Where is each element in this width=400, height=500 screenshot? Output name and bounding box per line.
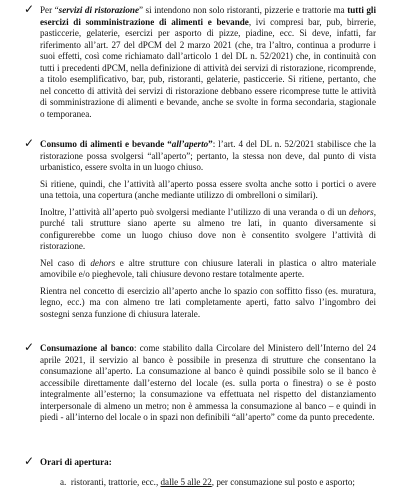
text-fragment: ” <box>208 139 213 149</box>
heading-consumazione-banco: Consumazione al banco <box>40 343 134 353</box>
text-fragment: ristoranti, trattorie, ecc., <box>70 477 161 487</box>
checkmark-icon: ✓ <box>24 2 35 16</box>
paragraph-portici <box>40 179 376 202</box>
text-fragment: , ivi compresi bar, pub, birrerie, pasticcerie, gelaterie, esercizi per asporto di pizze, piadine, ecc. Si deve, infatti, far riferimento all’art. 27 del dPCM del 2 marzo 2021 (che, tra l’altro, continua a produrre i suoi effetti, così come richiamato dall’articolo 1 del DL n. 52/2021) che, in continuità con tutti i precedenti dPCM, nella definizione di attività dei servizi di ristorazione, ricomprende, a titolo esemplificativo, bar, pub, ristoranti, gelaterie, pasticcerie. Si ritiene, pertanto, che nel concetto di attività dei servizi di ristorazione debbano essere ricomprese tutte le attività di somministrazione di alimenti e bevande, anche se svolte in forma secondaria, stagionale o temporanea. <box>40 16 376 119</box>
text-fragment: Per “ <box>40 5 59 15</box>
text-fragment: : l’art. 4 del DL n. 52/2021 stabilisce che la ristorazione possa svolgersi “all’aperto”; pertanto, la stessa non deve, dal punto di vista urbanistico, essere svolta in un luogo chiuso. <box>40 139 376 172</box>
paragraph-soffitto <box>40 286 376 321</box>
section-consumazione-banco <box>24 340 376 424</box>
checkmark-icon: ✓ <box>24 340 35 354</box>
paragraph-chiusure <box>40 258 376 281</box>
text-fragment: Rientra nel concetto di esercizio all’aperto anche lo spazio con soffitto fisso (es. muratura, legno, ecc.) ma con almeno tre lati completamente aperti, fatto salvo l’ingombro dei sostegni senza funzione di chiusura laterale. <box>40 285 376 319</box>
paragraph-all-aperto-intro <box>40 139 376 174</box>
section-servizi-ristorazione <box>24 2 376 120</box>
term-all-aperto: all’aperto <box>171 139 209 149</box>
section-all-aperto <box>24 136 376 320</box>
text-fragment: ” si intendono non solo ristoranti, pizzerie e trattorie ma <box>138 5 348 15</box>
checkmark-icon: ✓ <box>24 454 35 468</box>
list-item-a-text <box>60 477 390 489</box>
checkmark-icon: ✓ <box>24 136 35 150</box>
text-fragment: Nel caso di <box>40 257 91 268</box>
heading-orari: Orari di apertura: <box>40 457 112 467</box>
term-dehors: dehors <box>90 257 116 268</box>
text-fragment: e altre strutture con chiusure laterali in plastica o altro materiale amovibile e/o pieghevole, tali chiusure devono restare totalmente aperte. <box>40 257 376 279</box>
list-item-a <box>60 477 390 489</box>
paragraph-veranda <box>40 207 376 253</box>
text-fragment: Inoltre, l’attività all’aperto può svolgersi mediante l’utilizzo di una veranda o di un <box>40 206 349 217</box>
underlined-hours: dalle 5 alle 22 <box>160 477 212 487</box>
paragraph-consumazione-banco <box>40 343 376 424</box>
text-fragment: , per consumazione sul posto e asporto; <box>211 477 355 487</box>
heading-consumo: Consumo di alimenti e bevande “ <box>40 139 172 149</box>
section-orari <box>24 454 376 469</box>
text-fragment: : come stabilito dalla Circolare del Ministero dell’Interno del 24 aprile 2021, il servizio al banco è possibile in presenza di strutture che consentano la consumazione all’aperto. La consumazione al banco è quindi possibile solo se il banco è accessibile direttamente dall’esterno del locale (es. sulla porta o finestra) o se è posto integralmente all’esterno; la consumazione va effettuata nel rispetto del distanziamento interpersonale di almeno un metro; non è ammessa la consumazione al banco – e quindi in piedi - all’interno del locale o in spazi non definibili “all’aperto” come da punto precedente. <box>40 343 376 422</box>
bold-phrase: tutti gli esercizi di somministrazione di alimenti e bevande <box>40 5 376 27</box>
paragraph-servizi-ristorazione <box>40 5 376 120</box>
term-dehors: dehors <box>348 206 374 217</box>
text-fragment: , purché tali strutture siano aperte su almeno tre lati, in quanto diversamente si configurerebbe come un luogo chiuso dove non è consentito svolgere l’attività di ristorazione. <box>40 206 376 251</box>
list-marker: a. <box>60 477 67 487</box>
text-fragment: Si ritiene, quindi, che l’attività all’aperto possa essere svolta anche sotto i portici o avere una tettoia, una copertura (anche mediante utilizzo di ombrelloni o similari). <box>40 178 376 200</box>
term-servizi-ristorazione: servizi di ristorazione <box>58 5 139 15</box>
